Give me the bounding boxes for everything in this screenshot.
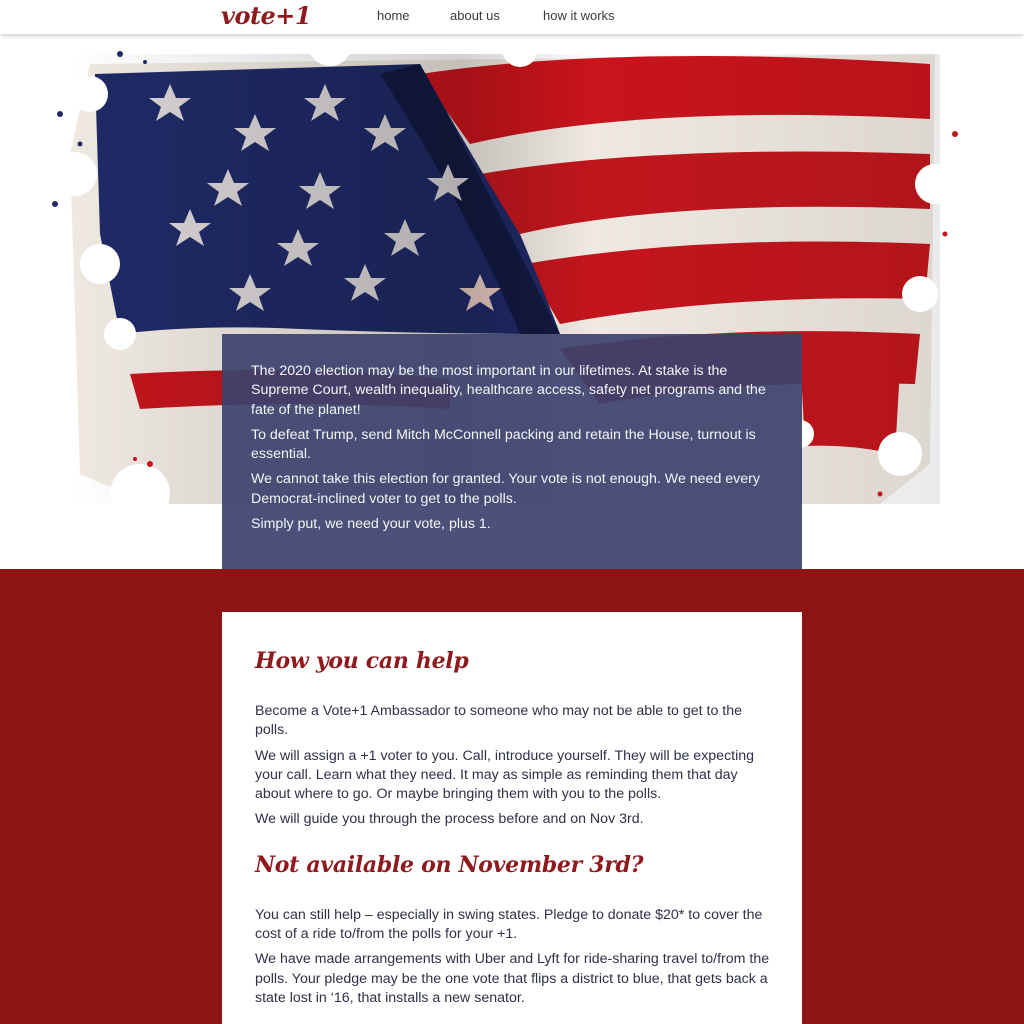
intro-paragraph: To defeat Trump, send Mitch McConnell packing and retain the House, turnout is essential.	[251, 426, 756, 463]
intro-paragraph: Simply put, we need your vote, plus 1.	[251, 516, 491, 533]
unavailable-paragraph: We have made arrangements with Uber and Lyft for ride-sharing travel to/from the polls. Your pledge may be the one vote that flips a district to blue, that gets back a state lost in ‘16, that installs a new senator.	[255, 951, 770, 1006]
help-paragraph: We will guide you through the process before and on Nov 3rd.	[255, 811, 644, 828]
nav-how-it-works-link[interactable]: how it works	[543, 8, 615, 23]
nav-about-us-link[interactable]: about us	[450, 8, 500, 23]
help-paragraph: We will assign a +1 voter to you. Call, introduce yourself. They will be expecting your call. Learn what they need. It may as simple as reminding them that day about where to go. Or maybe bringing them with you to the polls.	[255, 747, 755, 803]
nav-home-link[interactable]: home	[377, 8, 410, 23]
intro-paragraph: We cannot take this election for granted. Your vote is not enough. We need every Democrat-inclined voter to get to the polls.	[251, 471, 760, 507]
how-to-help-card	[222, 612, 802, 1024]
how-you-can-help-heading: How you can help	[255, 648, 469, 674]
unavailable-paragraph: You can still help – especially in swing states. Pledge to donate $20* to cover the cost of a ride to/from the polls for your +1.	[255, 906, 763, 943]
help-paragraph: Become a Vote+1 Ambassador to someone who may not be able to get to the polls.	[255, 703, 743, 739]
site-logo[interactable]: vote+1	[221, 1, 312, 30]
not-available-heading: Not available on November 3rd?	[255, 851, 644, 878]
top-navigation-bar	[0, 0, 1024, 34]
intro-message-box	[222, 334, 802, 569]
intro-paragraph: The 2020 election may be the most important in our lifetimes. At stake is the Supreme Court, wealth inequality, healthcare access, safety net programs and the fate of the planet!	[251, 363, 766, 418]
